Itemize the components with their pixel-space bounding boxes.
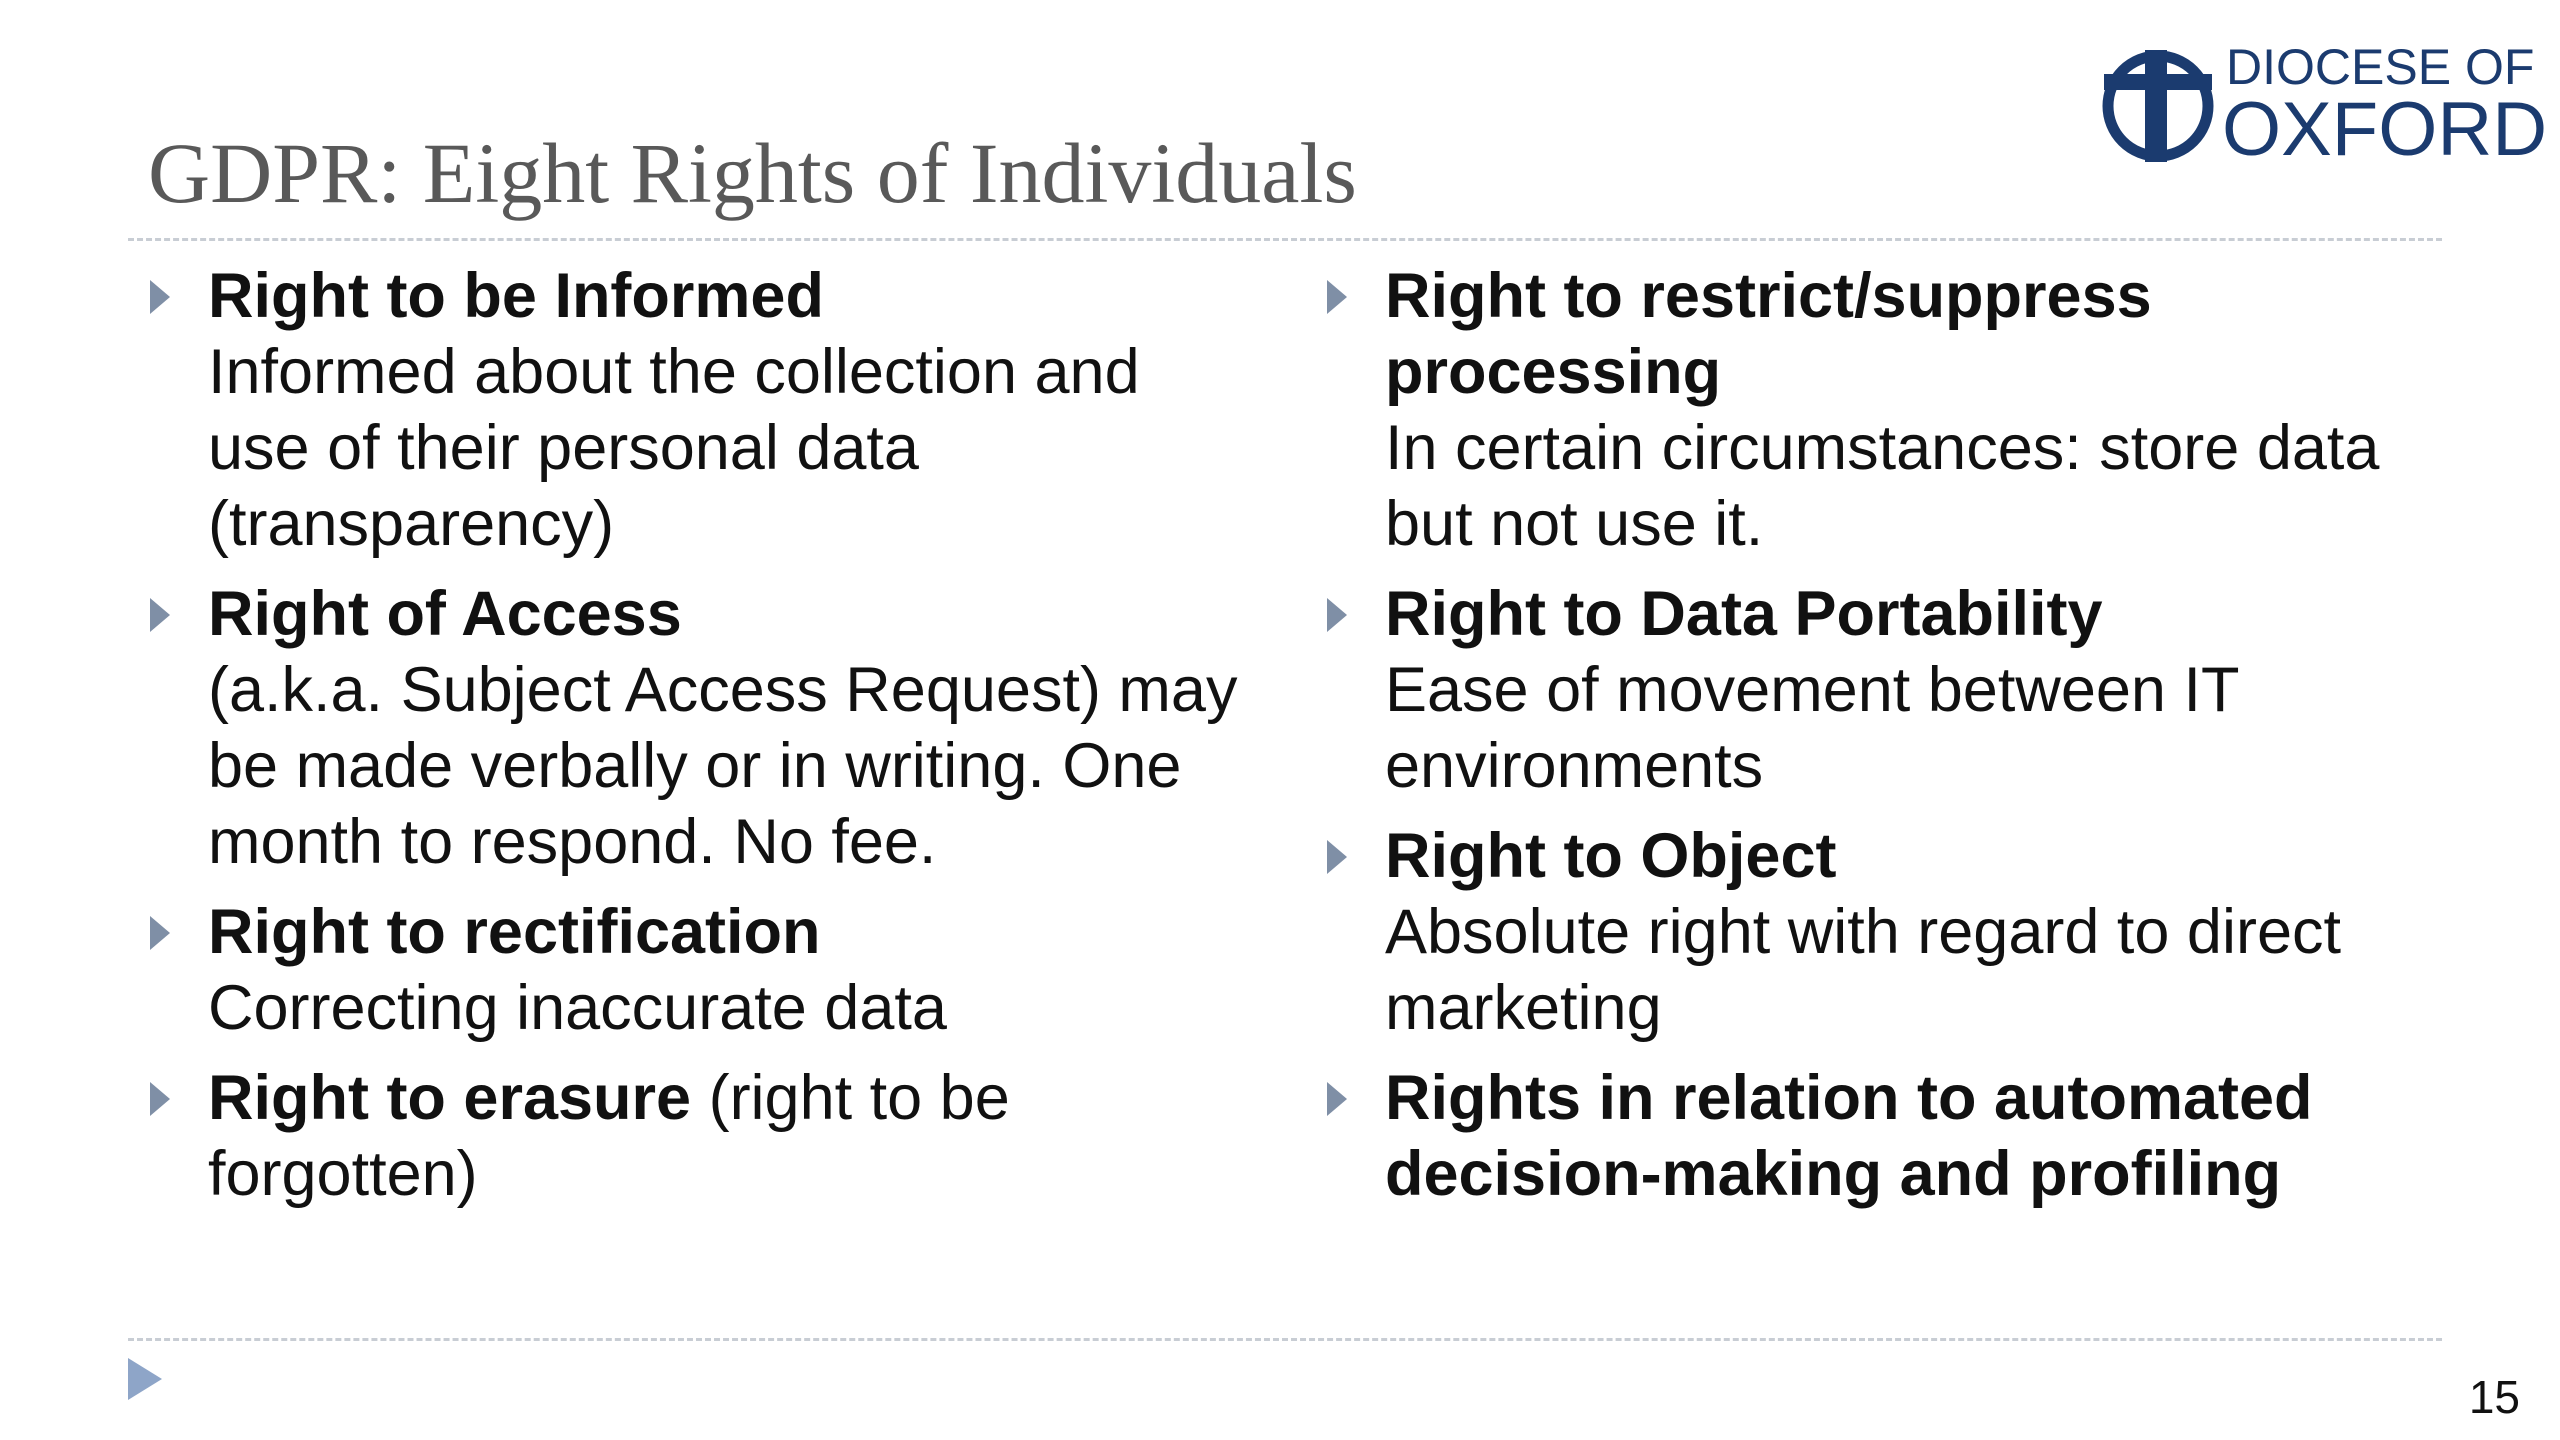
right-heading: Right to Data Portability [1385,579,2103,649]
right-item [148,894,1238,1046]
right-heading: Right to be Informed [208,261,824,331]
right-heading-bold: Right to erasure [208,1063,692,1133]
play-triangle-icon [128,1358,162,1400]
triangle-bullet-icon [1327,840,1347,874]
right-heading: Rights in relation to automated decision-making and profiling [1385,1063,2313,1209]
triangle-bullet-icon [150,598,170,632]
logo-line-1: DIOCESE OF [2226,39,2535,95]
right-heading: Right of Access [208,579,682,649]
right-heading [208,1060,1238,1212]
right-heading: Right to Object [1385,821,1837,891]
right-item [1325,576,2455,804]
right-description: Correcting inaccurate data [208,973,947,1043]
right-heading: Right to restrict/suppress processing [1385,261,2152,407]
triangle-bullet-icon [1327,1082,1347,1116]
right-description: Absolute right with regard to direct marketing [1385,897,2341,1043]
triangle-bullet-icon [1327,598,1347,632]
right-description: In certain circumstances: store data but not use it. [1385,413,2380,559]
top-divider [128,238,2442,241]
right-heading-suffix: (right to be forgotten) [208,1063,1010,1209]
right-item [1325,1060,2455,1212]
page-number: 15 [2468,1371,2520,1423]
right-item [148,258,1238,562]
logo-line-2: OXFORD [2222,87,2548,172]
bottom-divider [128,1338,2442,1341]
right-description: Ease of movement between IT environments [1385,655,2239,801]
right-item [148,576,1238,880]
right-heading: Right to rectification [208,897,821,967]
left-column [148,258,1238,1226]
right-item [148,1060,1238,1212]
right-column [1325,258,2455,1226]
right-description: Informed about the collection and use of their personal data (transparency) [208,337,1140,559]
slide-title: GDPR: Eight Rights of Individuals [148,125,1357,221]
right-description: (a.k.a. Subject Access Request) may be made verbally or in writing. One month to respond. No fee. [208,655,1238,877]
triangle-bullet-icon [150,916,170,950]
diocese-logo [2098,39,2548,172]
triangle-bullet-icon [150,280,170,314]
triangle-bullet-icon [150,1082,170,1116]
right-item [1325,818,2455,1046]
cross-circle-icon [2098,44,2218,164]
triangle-bullet-icon [1327,280,1347,314]
right-item [1325,258,2455,562]
